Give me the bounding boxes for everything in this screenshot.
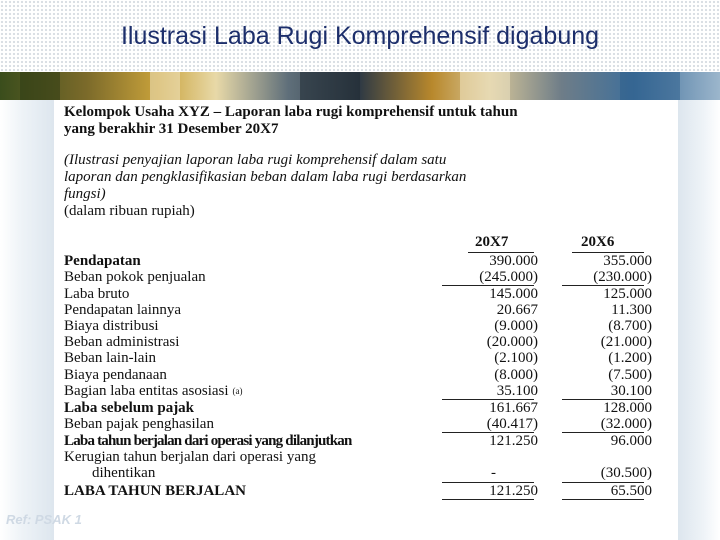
value-20x7: (2.100) — [494, 350, 538, 366]
table-row — [64, 350, 664, 366]
row-label: Laba sebelum pajak — [64, 400, 195, 416]
slide-title: Ilustrasi Laba Rugi Komprehensif digabung — [120, 22, 600, 50]
value-20x7: 121.250 — [489, 433, 538, 449]
note-line-2: laporan dan pengklasifikasian beban dalam laba rugi berdasarkan — [64, 169, 467, 185]
note-line-3: fungsi) — [64, 186, 106, 202]
table-row — [64, 449, 664, 465]
row-label: Beban administrasi — [64, 334, 180, 350]
value-20x7: (8.000) — [494, 367, 538, 383]
value-20x7: (245.000) — [479, 269, 538, 285]
row-label: LABA TAHUN BERJALAN — [64, 483, 246, 499]
total-underline-20x7 — [442, 499, 534, 500]
column-header-20x7: 20X7 — [475, 234, 509, 250]
value-20x7: (20.000) — [486, 334, 538, 350]
value-20x7: (9.000) — [494, 318, 538, 334]
value-20x7: 121.250 — [489, 483, 538, 499]
row-label: Pendapatan lainnya — [64, 302, 182, 318]
value-20x6: 11.300 — [611, 302, 652, 318]
table-row — [64, 400, 664, 416]
value-20x7: (40.417) — [486, 416, 538, 432]
table-row — [64, 318, 664, 334]
value-20x6: (30.500) — [600, 465, 652, 481]
value-20x7: - — [491, 465, 496, 481]
total-underline-20x6 — [562, 499, 644, 500]
footnote-marker: (a) — [232, 386, 243, 396]
value-20x6: (230.000) — [593, 269, 652, 285]
heading-line-2: yang berakhir 31 Desember 20X7 — [64, 121, 279, 137]
document-note — [64, 152, 676, 203]
value-20x6: 125.000 — [603, 286, 652, 302]
row-label-text: Bagian laba entitas asosiasi — [64, 383, 229, 399]
row-label: Laba tahun berjalan dari operasi yang dilanjutkan — [64, 433, 352, 449]
row-label: Pendapatan — [64, 253, 141, 269]
value-20x6: 128.000 — [603, 400, 652, 416]
value-20x7: 390.000 — [489, 253, 538, 269]
row-label — [64, 383, 243, 399]
value-20x6: (21.000) — [600, 334, 652, 350]
table-row — [64, 302, 664, 318]
value-20x6: 96.000 — [610, 433, 652, 449]
table-row — [64, 383, 664, 399]
value-20x7: 161.667 — [489, 400, 538, 416]
value-20x7: 145.000 — [489, 286, 538, 302]
document-heading — [64, 104, 674, 138]
value-20x6: (8.700) — [608, 318, 652, 334]
row-label: Beban lain-lain — [64, 350, 157, 366]
row-label: Laba bruto — [64, 286, 130, 302]
table-row — [64, 465, 664, 481]
note-line-1: (Ilustrasi penyajian laporan laba rugi komprehensif dalam satu — [64, 152, 447, 168]
heading-line-1: Kelompok Usaha XYZ – Laporan laba rugi komprehensif untuk tahun — [64, 104, 518, 120]
row-label: Kerugian tahun berjalan dari operasi yang — [64, 449, 316, 465]
left-margin-panel — [0, 100, 54, 540]
table-row — [64, 253, 664, 269]
unit-note: (dalam ribuan rupiah) — [64, 203, 195, 219]
table-row — [64, 334, 664, 350]
row-label: Biaya distribusi — [64, 318, 159, 334]
row-label: Beban pajak penghasilan — [64, 416, 214, 432]
value-20x6: (7.500) — [608, 367, 652, 383]
row-label: dihentikan — [92, 465, 156, 481]
value-20x6: (32.000) — [600, 416, 652, 432]
table-row — [64, 483, 664, 499]
table-row — [64, 367, 664, 383]
table-row — [64, 286, 664, 302]
table-row — [64, 269, 664, 285]
value-20x7: 20.667 — [496, 302, 538, 318]
row-label: Beban pokok penjualan — [64, 269, 206, 285]
row-label: Biaya pendanaan — [64, 367, 167, 383]
decorative-banner — [0, 72, 720, 100]
right-margin-panel — [678, 100, 720, 540]
value-20x6: 30.100 — [610, 383, 652, 399]
value-20x6: 65.500 — [610, 483, 652, 499]
column-header-20x6: 20X6 — [581, 234, 615, 250]
footer-reference: Ref: PSAK 1 — [6, 512, 82, 527]
value-20x6: 355.000 — [603, 253, 652, 269]
value-20x7: 35.100 — [496, 383, 538, 399]
income-statement-document — [54, 100, 678, 504]
table-row — [64, 433, 664, 449]
table-row — [64, 416, 664, 432]
value-20x6: (1.200) — [608, 350, 652, 366]
